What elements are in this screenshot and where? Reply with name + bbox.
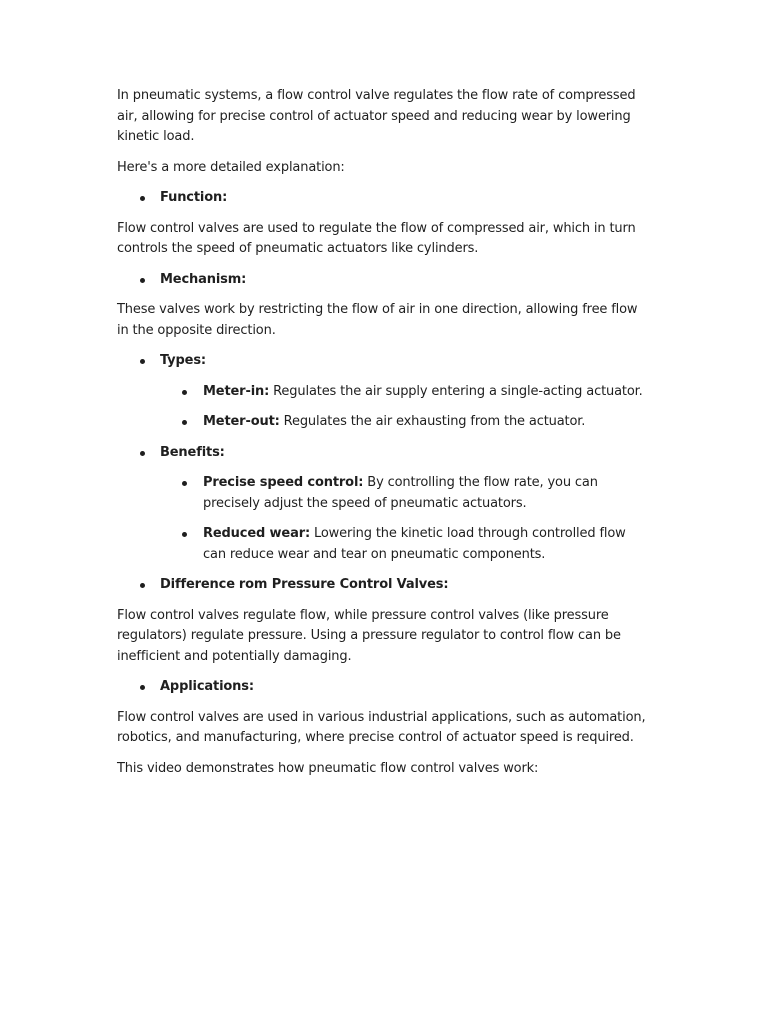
difference-bullet [117, 575, 649, 596]
item-label: Meter-out: [203, 414, 280, 429]
bullet-icon [182, 390, 187, 395]
benefits-item-speed [117, 473, 649, 514]
bullet-icon [140, 685, 145, 690]
benefits-heading: Benefits: [160, 444, 225, 460]
types-heading: Types: [160, 353, 206, 368]
item-label: Precise speed control: [203, 475, 364, 490]
types-bullet [117, 351, 649, 372]
video-note: This video demonstrates how pneumatic flow control valves work: [117, 760, 539, 776]
difference-heading-part1: Difference [160, 577, 235, 592]
item-text: Lowering the kinetic load through controlled flow can reduce wear and tear on pneumatic components. [203, 526, 626, 562]
difference-paragraph: Flow control valves regulate flow, while pressure control valves (like pressure regulators) regulate pressure. Using a pressure regulator to control flow can be inefficient and potentially damaging. [117, 607, 621, 664]
explanation-lead: Here's a more detailed explanation: [117, 159, 345, 175]
item-label: Meter-in: [203, 383, 270, 399]
function-list [117, 188, 649, 209]
mechanism-list [117, 270, 649, 291]
bullet-icon [182, 532, 187, 537]
bullet-icon [182, 420, 187, 425]
bullet-icon [140, 359, 145, 364]
mechanism-heading: Mechanism: [160, 271, 247, 287]
item-text: Regulates the air exhausting from the actuator. [279, 414, 586, 429]
mechanism-bullet [117, 270, 649, 291]
benefits-item-wear [117, 524, 649, 565]
types-list [117, 351, 649, 596]
applications-heading: Applications: [160, 679, 254, 694]
types-item-meter-out [117, 412, 649, 433]
benefits-bullet [117, 443, 649, 464]
item-label: Reduced wear: [203, 526, 311, 541]
intro-paragraph: In pneumatic systems, a flow control valve regulates the flow rate of compressed air, allowing for precise control of actuator speed and reducing wear by lowering kinetic load. [117, 88, 636, 144]
item-text: By controlling the flow rate, you can precisely adjust the speed of pneumatic actuators. [203, 475, 598, 511]
types-item-meter-in [117, 382, 649, 403]
bullet-icon [140, 451, 145, 456]
applications-list [117, 677, 649, 698]
bullet-icon [140, 583, 145, 588]
function-bullet [117, 188, 649, 209]
difference-heading [160, 577, 448, 592]
difference-heading-part2: rom Pressure Control Valves: [238, 577, 449, 592]
function-heading: Function: [160, 190, 228, 205]
function-paragraph: Flow control valves are used to regulate the flow of compressed air, which in turn controls the speed of pneumatic actuators like cylinders. [117, 220, 636, 256]
bullet-icon [140, 278, 145, 283]
bullet-icon [140, 196, 145, 201]
bullet-icon [182, 481, 187, 486]
applications-bullet [117, 677, 649, 698]
applications-paragraph: Flow control valves are used in various industrial applications, such as automation, robotics, and manufacturing, where precise control of actuator speed is required. [117, 709, 646, 745]
document-page [117, 86, 649, 789]
mechanism-paragraph: These valves work by restricting the flow of air in one direction, allowing free flow in the opposite direction. [117, 302, 638, 338]
item-text: Regulates the air supply entering a single-acting actuator. [269, 383, 643, 399]
